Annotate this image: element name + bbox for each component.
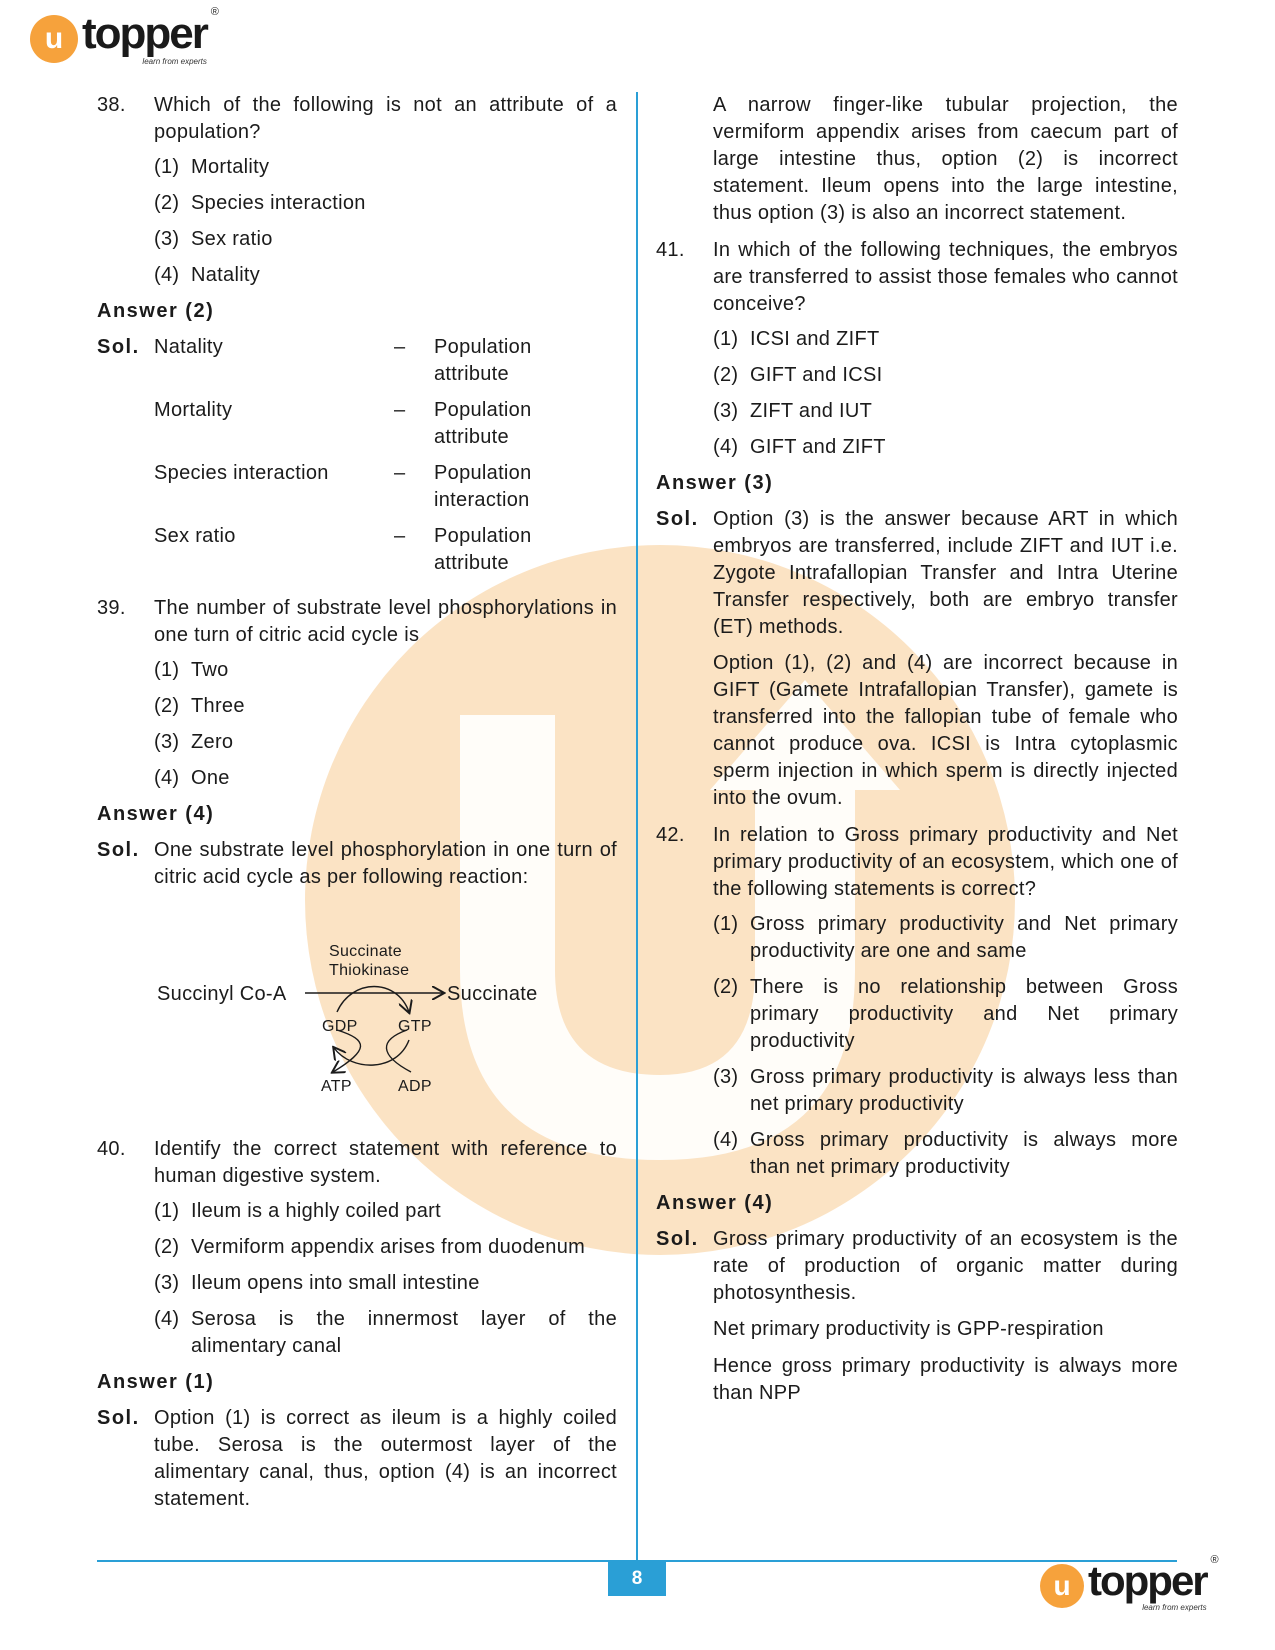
solution-desc: Population attribute [434,399,532,448]
option-text: Gross primary productivity is always more than net primary productivity [750,1129,1178,1178]
gdp-gtp-arc [337,987,409,1013]
solution [656,1226,1178,1307]
solution-term: Natality [154,336,224,358]
enzyme-line-2: Thiokinase [329,962,410,979]
registered-mark: ® [1210,1554,1219,1566]
option [97,693,617,720]
brand-name: topper [1088,1557,1207,1604]
solution-label: Sol. [97,1407,140,1429]
question-text: In relation to Gross primary productivity and Net primary productivity of an ecosystem, which one of the following statements is correct? [713,824,1178,900]
solution-table [154,334,617,586]
solution-dash: – [394,525,406,547]
brand-logo-top [30,6,219,66]
reaction-gdp: GDP [322,1018,358,1035]
question-41 [656,237,1178,812]
option-number: (1) [154,1200,180,1222]
option [656,1127,1178,1181]
option [656,398,1178,425]
question-text: Which of the following is not an attribute of a population? [154,94,617,143]
solution-dash: – [394,462,406,484]
column-divider [636,92,638,1582]
registered-mark: ® [210,6,219,18]
brand-tagline: learn from experts [1142,1603,1207,1612]
solution-paragraph: Net primary productivity is GPP-respiration [713,1318,1104,1340]
solution-label: Sol. [656,1228,699,1250]
question-number: 41. [656,239,685,261]
option [97,262,617,289]
reaction-diagram [97,900,617,1130]
option-text: Vermiform appendix arises from duodenum [191,1236,586,1258]
q40-solution-continued: A narrow finger-like tubular projection, the vermiform appendix arises from caecum part of large intestine thus, option (2) is incorrect statement. Ileum opens into the large intestine, thus option (3) is also an incorrect statement. [713,94,1178,224]
option [656,1064,1178,1118]
solution-row [154,523,617,577]
solution [97,837,617,891]
question-40 [97,1136,617,1513]
solution-paragraph: Hence gross primary productivity is always more than NPP [713,1355,1178,1404]
option-text: Ileum is a highly coiled part [191,1200,441,1222]
answer: Answer (4) [97,803,215,825]
question-number: 38. [97,94,126,116]
question-text: In which of the following techniques, the embryos are transferred to assist those females who cannot conceive? [713,239,1178,315]
option-number: (2) [154,695,180,717]
option-text: GIFT and ZIFT [750,436,886,458]
option-text: Sex ratio [191,228,273,250]
option [656,326,1178,353]
option-text: Two [191,659,229,681]
reaction-adp: ADP [398,1078,432,1095]
option [97,154,617,181]
solution-dash: – [394,336,406,358]
solution-desc: Population attribute [434,336,532,385]
solution-term: Mortality [154,399,233,421]
question-39 [97,595,617,1130]
option-number: (4) [713,1129,739,1151]
enzyme-line-1: Succinate [329,943,402,960]
solution-term: Sex ratio [154,525,236,547]
question-38 [97,92,617,586]
option-number: (1) [154,156,180,178]
solution-label: Sol. [656,508,699,530]
solution-row [154,397,617,451]
page-number: 8 [608,1562,666,1596]
option [656,911,1178,965]
solution-dash: – [394,399,406,421]
option-text: Natality [191,264,261,286]
solution-label: Sol. [97,336,140,358]
solution [97,1405,617,1513]
option-number: (1) [154,659,180,681]
option-text: Species interaction [191,192,366,214]
option-text: Gross primary productivity is always less than net primary productivity [750,1066,1178,1115]
question-number: 39. [97,597,126,619]
question-42 [656,822,1178,1407]
option-text: Zero [191,731,234,753]
question-text: Identify the correct statement with reference to human digestive system. [154,1138,617,1187]
option [97,729,617,756]
question-text: The number of substrate level phosphorylations in one turn of citric acid cycle is [154,597,617,646]
question-number: 42. [656,824,685,846]
solution-row [154,460,617,514]
reaction-atp: ATP [321,1078,352,1095]
option-text: ZIFT and IUT [750,400,873,422]
option-text: Gross primary productivity and Net primary productivity are one and same [750,913,1178,962]
option-number: (2) [154,192,180,214]
option [97,765,617,792]
option-text: Three [191,695,245,717]
option-number: (3) [713,1066,739,1088]
solution-term: Species interaction [154,462,329,484]
option-text: One [191,767,230,789]
option-text: Mortality [191,156,270,178]
answer: Answer (1) [97,1371,215,1393]
option [97,1234,617,1261]
option-number: (2) [713,364,739,386]
solution-text: Option (3) is the answer because ART in which embryos are transferred, include ZIFT and IUT i.e. Zygote Intrafallopian Transfer and Intra Uterine Transfer respectively, both are embryo transfer (ET) methods. [713,508,1178,638]
option-number: (3) [154,731,180,753]
option-text: Serosa is the innermost layer of the alimentary canal [191,1308,617,1357]
solution-label: Sol. [97,839,140,861]
solution-desc: Population interaction [434,462,532,511]
solution-paragraph: Option (1), (2) and (4) are incorrect because in GIFT (Gamete Intrafallopian Transfer), gamete is transferred into the fallopian tube of female who cannot produce ova. ICSI is Intra cytoplasmic sperm injection in which sperm is directly injected into the ovum. [713,652,1178,809]
option-number: (1) [713,328,739,350]
option-text: Ileum opens into small intestine [191,1272,480,1294]
solution-text: Option (1) is correct as ileum is a highly coiled tube. Serosa is the outermost layer of the alimentary canal, thus, option (4) is an incorrect statement. [154,1407,617,1510]
answer: Answer (3) [656,472,774,494]
option-text: There is no relationship between Gross primary productivity and Net primary productivity [750,976,1178,1052]
option-number: (3) [154,1272,180,1294]
option-number: (3) [713,400,739,422]
reaction-product: Succinate [447,983,538,1005]
option-number: (3) [154,228,180,250]
solution-text: One substrate level phosphorylation in one turn of citric acid cycle as per following reaction: [154,839,617,888]
option-text: GIFT and ICSI [750,364,883,386]
solution [97,334,617,586]
option-text: ICSI and ZIFT [750,328,880,350]
answer: Answer (2) [97,300,215,322]
option [97,1270,617,1297]
solution-desc: Population attribute [434,525,532,574]
option-number: (1) [713,913,739,935]
option [97,1306,617,1360]
reaction-enzyme [329,942,409,980]
option [656,974,1178,1055]
question-number: 40. [97,1138,126,1160]
option [656,362,1178,389]
brand-tagline: learn from experts [142,57,207,66]
option [97,657,617,684]
option [656,434,1178,461]
option [97,226,617,253]
left-column [97,92,617,1522]
solution [656,506,1178,641]
option-number: (2) [154,1236,180,1258]
solution-text: Gross primary productivity of an ecosystem is the rate of production of organic matter during photosynthesis. [713,1228,1178,1304]
adp-atp-arc [334,1040,409,1065]
option-number: (2) [713,976,739,998]
reaction-substrate: Succinyl Co-A [157,983,287,1005]
answer: Answer (4) [656,1192,774,1214]
option [97,1198,617,1225]
brand-mark-icon: u [1040,1564,1084,1608]
reaction-gtp: GTP [398,1018,432,1035]
option-number: (4) [713,436,739,458]
option-number: (4) [154,264,180,286]
option-number: (4) [154,767,180,789]
brand-name: topper [82,9,207,58]
right-column [656,92,1178,1417]
option-number: (4) [154,1308,180,1330]
solution-row [154,334,617,388]
brand-logo-bottom [1040,1554,1219,1612]
brand-mark-icon: u [30,15,78,63]
option [97,190,617,217]
